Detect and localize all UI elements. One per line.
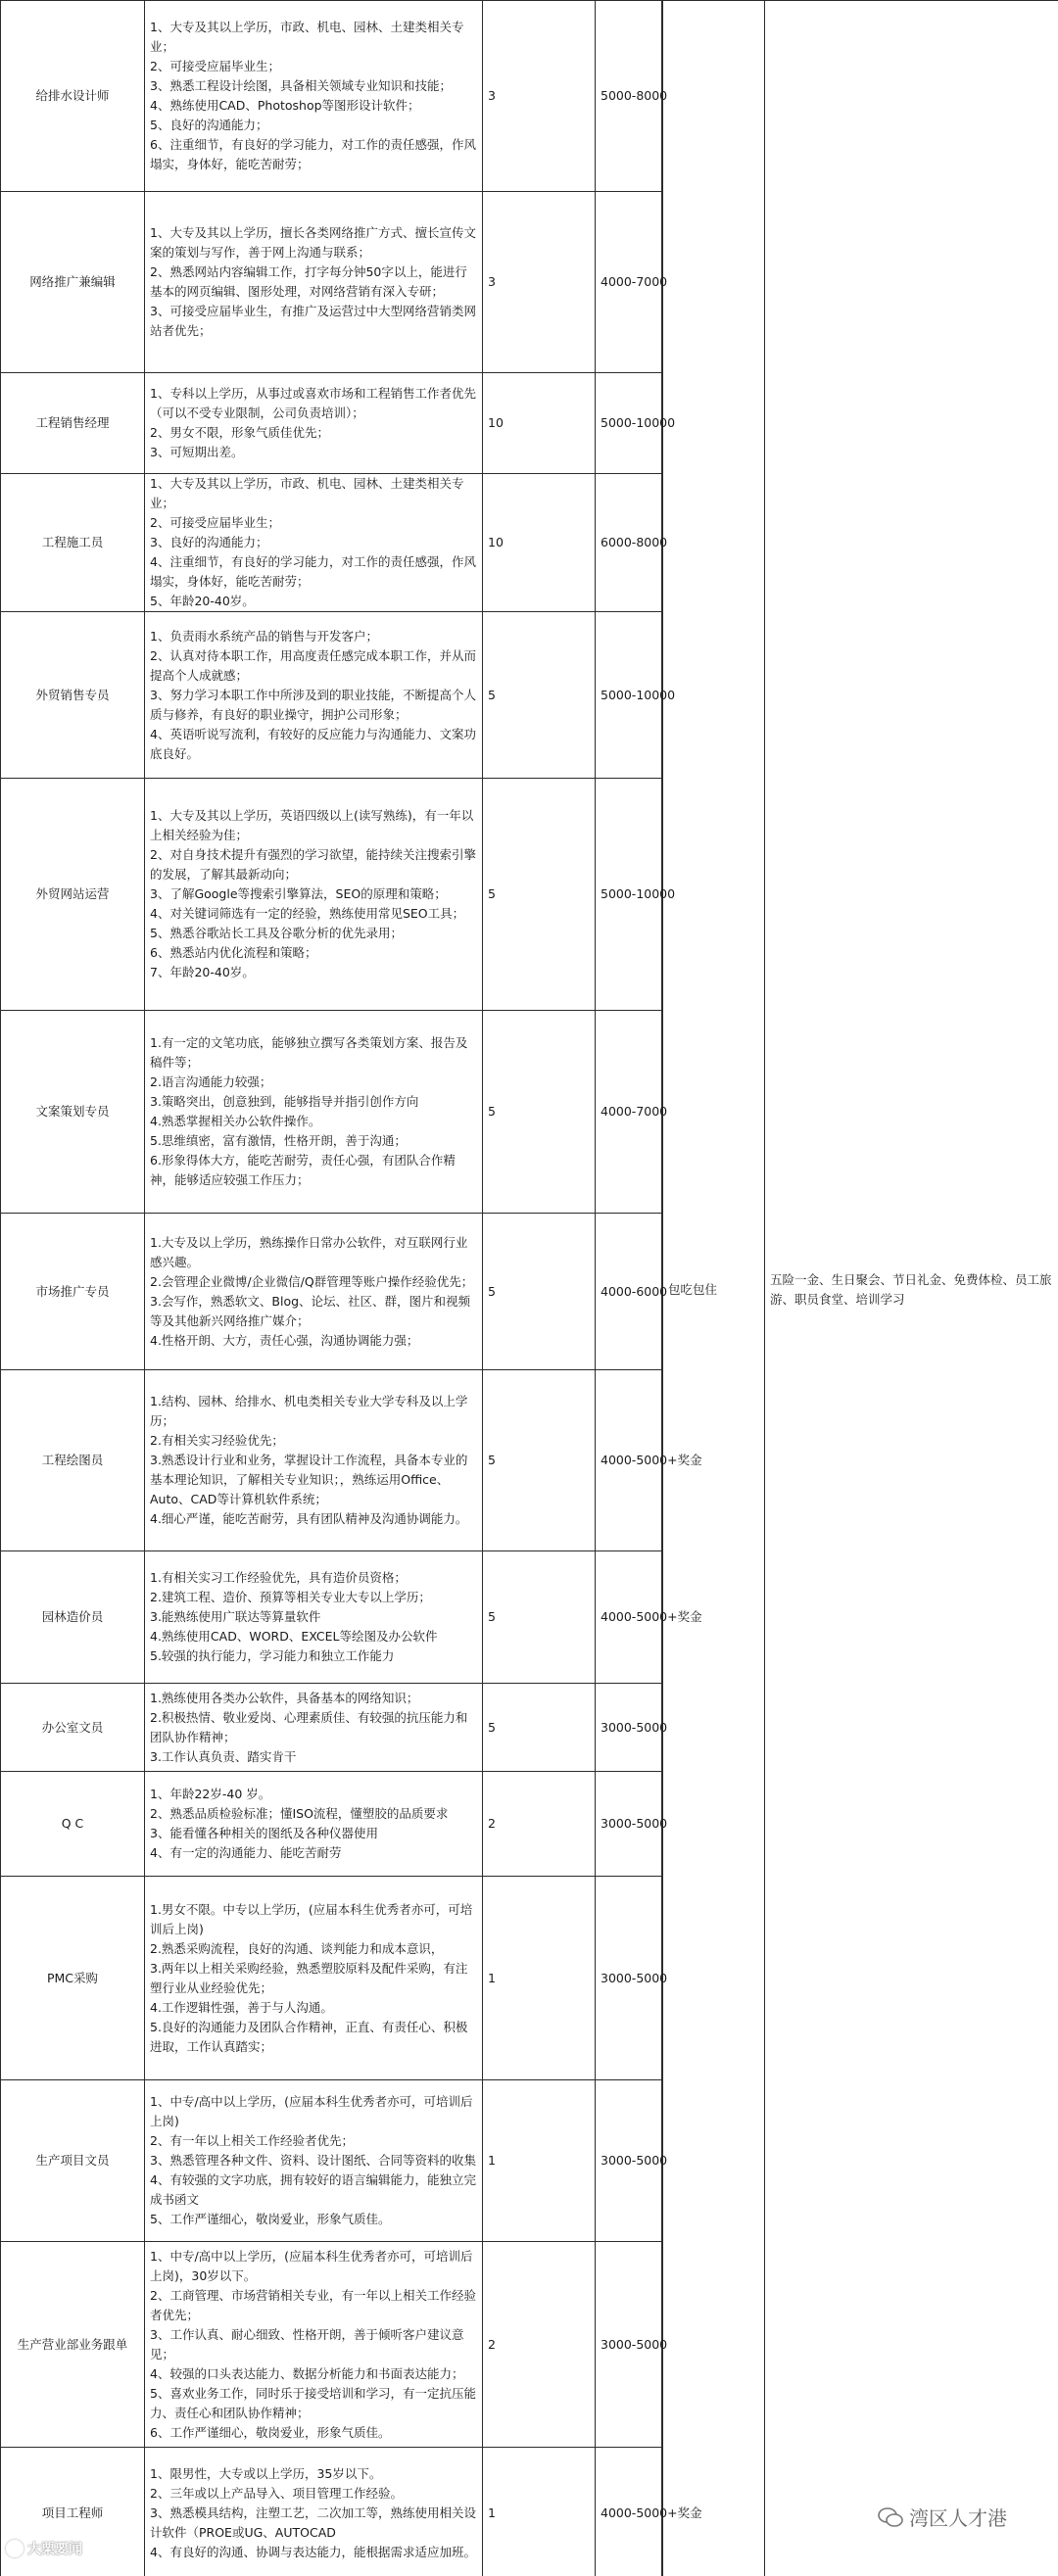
requirement-line: 2、对自身技术提升有强烈的学习欲望，能持续关注搜索引擎的发展，了解其最新动向； (150, 847, 476, 882)
watermark-logo-icon (6, 2540, 24, 2557)
requirement-line: 4、有一定的沟通能力、能吃苦耐劳 (150, 1845, 342, 1860)
watermark-right (878, 2503, 1007, 2531)
requirement-line: 3、了解Google等搜索引擎算法，SEO的原理和策略； (150, 886, 447, 901)
job-headcount: 10 (483, 474, 596, 612)
requirement-line: 1.结构、园林、给排水、机电类相关专业大学专科及以上学历； (150, 1394, 468, 1428)
benefits: 五险一金、生日聚会、节日礼金、免费体检、员工旅游、职员食堂、培训学习 (765, 1, 1058, 2576)
requirement-line: 2、熟悉品质检验标准；懂ISO流程，懂塑胶的品质要求 (150, 1806, 449, 1821)
requirement-line: 1.有相关实习工作经验优先，具有造价员资格； (150, 1570, 407, 1585)
watermark-left (6, 2539, 82, 2558)
requirement-line: 5.较强的执行能力，学习能力和独立工作能力 (150, 1648, 395, 1663)
requirement-line: 6、工作严谨细心，敬岗爱业，形象气质佳。 (150, 2424, 391, 2440)
requirement-line: 5、年龄20-40岁。 (150, 594, 255, 608)
requirement-line: 4、较强的口头表达能力、数据分析能力和书面表达能力； (150, 2365, 464, 2381)
job-requirements (145, 612, 483, 779)
requirement-line: 3.两年以上相关采购经验，熟悉塑胶原料及配件采购，有注塑行业从业经验优先； (150, 1960, 468, 1995)
watermark-left-text: 大栗要闻 (27, 2542, 82, 2557)
job-title: PMC采购 (1, 1877, 145, 2080)
requirement-line: 5.良好的沟通能力及团队合作精神，正直、有责任心、积极进取，工作认真踏实； (150, 2019, 468, 2054)
job-requirements (145, 1370, 483, 1551)
requirement-line: 3、熟悉模具结构，注塑工艺，二次加工等，熟练使用相关设计软件（PROE或UG、AUTOCAD (150, 2504, 476, 2540)
job-title: 办公室文员 (1, 1684, 145, 1772)
requirement-line: 3.能熟练使用广联达等算量软件 (150, 1609, 321, 1624)
requirement-line: 2、认真对待本职工作，用高度责任感完成本职工作，并从而提高个人成就感； (150, 647, 476, 683)
requirement-line: 6、注重细节，有良好的学习能力，对工作的责任感强，作风塌实，身体好，能吃苦耐劳； (150, 137, 476, 171)
requirement-line: 4.细心严谨，能吃苦耐劳，具有团队精神及沟通协调能力。 (150, 1511, 468, 1526)
job-salary: 6000-8000 (596, 474, 662, 612)
job-headcount: 5 (483, 1370, 596, 1551)
requirement-line: 5、喜欢业务工作，同时乐于接受培训和学习，有一定抗压能力、责任心和团队协作精神； (150, 2385, 476, 2420)
requirement-line: 4、注重细节，有良好的学习能力，对工作的责任感强，作风塌实，身体好，能吃苦耐劳； (150, 554, 476, 589)
requirement-line: 1、年龄22岁-40 岁。 (150, 1787, 271, 1801)
job-salary: 5000-8000 (596, 1, 662, 192)
requirement-line: 2.有相关实习经验优先； (150, 1433, 284, 1448)
meal-accommodation: 包吃包住 (663, 1, 765, 2576)
requirement-line: 6、熟悉站内优化流程和策略； (150, 945, 317, 960)
job-title: 市场推广专员 (1, 1214, 145, 1370)
requirement-line: 4、有较强的文字功底，拥有较好的语言编辑能力，能独立完成书函文 (150, 2172, 476, 2207)
job-headcount: 1 (483, 2448, 596, 2576)
job-salary: 4000-6000 (596, 1214, 662, 1370)
job-title: 工程施工员 (1, 474, 145, 612)
job-salary: 3000-5000 (596, 2242, 662, 2448)
requirement-line: 4.熟悉掌握相关办公软件操作。 (150, 1114, 321, 1128)
requirement-line: 2、可接受应届毕业生； (150, 59, 280, 73)
job-row (1, 1, 1058, 192)
requirement-line: 1、大专及其以上学历，擅长各类网络推广方式、擅长宣传文案的策划与写作，善于网上沟通与联系； (150, 225, 476, 260)
job-requirements (145, 1, 483, 192)
requirement-line: 1、负责雨水系统产品的销售与开发客户； (150, 628, 378, 644)
job-salary: 4000-5000+奖金 (596, 1370, 662, 1551)
requirement-line: 3、熟悉工程设计绘图，具备相关领域专业知识和技能； (150, 78, 452, 93)
requirement-line: 3.会写作，熟悉软文、Blog、论坛、社区、群，图片和视频等及其他新兴网络推广媒介； (150, 1293, 471, 1328)
job-headcount: 5 (483, 1214, 596, 1370)
job-requirements (145, 2080, 483, 2242)
watermark-right-text: 湾区人才港 (909, 2506, 1007, 2530)
job-title: 生产项目文员 (1, 2080, 145, 2242)
requirement-line: 1.男女不限。中专以上学历，(应届本科生优秀者亦可，可培训后上岗) (150, 1901, 473, 1936)
job-requirements (145, 2242, 483, 2448)
job-title: 园林造价员 (1, 1551, 145, 1684)
job-rows (1, 1, 1058, 2576)
requirement-line: 2.建筑工程、造价、预算等相关专业大专以上学历； (150, 1590, 431, 1604)
job-headcount: 1 (483, 2080, 596, 2242)
job-title: 工程绘图员 (1, 1370, 145, 1551)
requirement-line: 4.性格开朗、大方，责任心强，沟通协调能力强； (150, 1332, 419, 1348)
requirement-line: 2、有一年以上相关工作经验者优先； (150, 2133, 354, 2148)
job-requirements (145, 1011, 483, 1214)
requirement-line: 2、可接受应届毕业生； (150, 515, 280, 530)
job-headcount: 5 (483, 612, 596, 779)
job-salary: 5000-10000 (596, 373, 662, 474)
requirement-line: 1、大专及其以上学历，市政、机电、园林、土建类相关专业； (150, 20, 464, 54)
wechat-icon (878, 2506, 903, 2528)
job-title: 文案策划专员 (1, 1011, 145, 1214)
requirement-line: 3、熟悉管理各种文件、资料、设计图纸、合同等资料的收集 (150, 2153, 476, 2168)
job-title: 外贸网站运营 (1, 779, 145, 1011)
job-requirements (145, 1214, 483, 1370)
requirement-line: 4、英语听说写流利，有较好的反应能力与沟通能力、文案功底良好。 (150, 726, 476, 761)
requirement-line: 2.积极热情、敬业爱岗、心理素质佳、有较强的抗压能力和团队协作精神； (150, 1709, 468, 1744)
job-requirements (145, 474, 483, 612)
job-headcount: 5 (483, 1684, 596, 1772)
requirement-line: 2、男女不限，形象气质佳优先； (150, 425, 329, 440)
requirement-line: 2、工商管理、市场营销相关专业，有一年以上相关工作经验者优先； (150, 2287, 476, 2322)
requirement-line: 3、良好的沟通能力； (150, 535, 268, 549)
job-requirements (145, 373, 483, 474)
requirement-line: 3、工作认真、耐心细致、性格开朗，善于倾听客户建议意见； (150, 2326, 464, 2361)
requirement-line: 4、有良好的沟通、协调与表达能力，能根据需求适应加班。 (150, 2544, 476, 2559)
requirement-line: 1.熟练使用各类办公软件，具备基本的网络知识； (150, 1690, 419, 1705)
job-headcount: 1 (483, 1877, 596, 2080)
job-title: 工程销售经理 (1, 373, 145, 474)
job-title: 网络推广兼编辑 (1, 192, 145, 373)
job-requirements (145, 779, 483, 1011)
job-salary: 4000-5000+奖金 (596, 2448, 662, 2576)
requirement-line: 1、专科以上学历，从事过或喜欢市场和工程销售工作者优先（可以不受专业限制，公司负责培训）； (150, 386, 476, 420)
requirement-line: 4.工作逻辑性强，善于与人沟通。 (150, 1999, 333, 2015)
requirement-line: 5、工作严谨细心，敬岗爱业，形象气质佳。 (150, 2212, 391, 2226)
job-salary: 3000-5000 (596, 1684, 662, 1772)
job-headcount: 2 (483, 1772, 596, 1877)
job-headcount: 3 (483, 1, 596, 192)
requirement-line: 4、对关键词筛选有一定的经验，熟练使用常见SEO工具； (150, 906, 465, 921)
requirement-line: 3.工作认真负责、踏实肯干 (150, 1748, 297, 1764)
job-requirements (145, 1551, 483, 1684)
job-requirements (145, 1772, 483, 1877)
requirement-line: 3.策略突出，创意独到，能够指导并指引创作方向 (150, 1094, 419, 1109)
job-salary: 3000-5000 (596, 2080, 662, 2242)
requirement-line: 3、可接受应届毕业生，有推广及运营过中大型网络营销类网站者优先； (150, 304, 476, 338)
requirement-line: 4、熟练使用CAD、Photoshop等图形设计软件； (150, 98, 420, 113)
requirement-line: 2、熟悉网站内容编辑工作，打字每分钟50字以上，能进行基本的网页编辑、图形处理，对网络营销有深入专研； (150, 264, 467, 299)
requirement-line: 4.熟练使用CAD、WORD、EXCEL等绘图及办公软件 (150, 1629, 438, 1644)
job-title: 外贸销售专员 (1, 612, 145, 779)
job-salary: 5000-10000 (596, 779, 662, 1011)
requirement-line: 1.有一定的文笔功底，能够独立撰写各类策划方案、报告及稿件等； (150, 1035, 468, 1070)
requirement-line: 2、三年或以上产品导入、项目管理工作经验。 (150, 2485, 403, 2501)
job-salary: 5000-10000 (596, 612, 662, 779)
job-headcount: 3 (483, 192, 596, 373)
job-requirements (145, 1877, 483, 2080)
requirement-line: 6.形象得体大方，能吃苦耐劳，责任心强，有团队合作精神，能够适应较强工作压力； (150, 1153, 456, 1187)
job-headcount: 5 (483, 1011, 596, 1214)
requirement-line: 1、中专/高中以上学历，(应届本科生优秀者亦可，可培训后上岗)，30岁以下。 (150, 2248, 473, 2283)
job-salary: 4000-5000+奖金 (596, 1551, 662, 1684)
requirement-line: 5.思维缜密，富有激情，性格开朗，善于沟通； (150, 1133, 407, 1148)
job-salary: 3000-5000 (596, 1772, 662, 1877)
requirement-line: 7、年龄20-40岁。 (150, 965, 255, 979)
requirement-line: 3、可短期出差。 (150, 445, 244, 459)
job-title: Q C (1, 1772, 145, 1877)
requirement-line: 5、熟悉谷歌站长工具及谷歌分析的优先录用； (150, 926, 403, 940)
job-headcount: 10 (483, 373, 596, 474)
job-headcount: 5 (483, 779, 596, 1011)
requirement-line: 5、良好的沟通能力； (150, 118, 268, 132)
job-title: 项目工程师 (1, 2448, 145, 2576)
requirement-line: 2.熟悉采购流程，良好的沟通、谈判能力和成本意识， (150, 1940, 444, 1956)
job-requirements (145, 192, 483, 373)
job-requirements (145, 1684, 483, 1772)
job-title: 生产营业部业务跟单 (1, 2242, 145, 2448)
requirement-line: 3、能看懂各种相关的图纸及各种仪器使用 (150, 1826, 378, 1840)
job-salary: 3000-5000 (596, 1877, 662, 2080)
requirement-line: 1、大专及其以上学历，市政、机电、园林、土建类相关专业； (150, 476, 464, 510)
requirement-line: 2.会管理企业微博/企业微信/Q群管理等账户操作经验优先； (150, 1273, 474, 1289)
requirement-line: 3、努力学习本职工作中所涉及到的职业技能，不断提高个人质与修养，有良好的职业操守，拥护公司形象； (150, 687, 476, 722)
requirement-line: 1.大专及以上学历，熟练操作日常办公软件，对互联网行业感兴趣。 (150, 1234, 468, 1269)
requirement-line: 2.语言沟通能力较强； (150, 1074, 272, 1089)
job-requirements (145, 2448, 483, 2576)
job-headcount: 5 (483, 1551, 596, 1684)
job-headcount: 2 (483, 2242, 596, 2448)
requirement-line: 1、大专及其以上学历，英语四级以上(读写熟练)，有一年以上相关经验为佳； (150, 808, 474, 842)
job-title: 给排水设计师 (1, 1, 145, 192)
requirement-line: 1、中专/高中以上学历，(应届本科生优秀者亦可，可培训后上岗) (150, 2094, 473, 2128)
job-salary: 4000-7000 (596, 192, 662, 373)
requirement-line: 1、限男性，大专或以上学历，35岁以下。 (150, 2465, 382, 2481)
job-salary: 4000-7000 (596, 1011, 662, 1214)
requirement-line: 3.熟悉设计行业和业务，掌握设计工作流程，具备本专业的基本理论知识，了解相关专业知识；，熟练运用Office、Auto、CAD等计算机软件系统； (150, 1453, 468, 1506)
